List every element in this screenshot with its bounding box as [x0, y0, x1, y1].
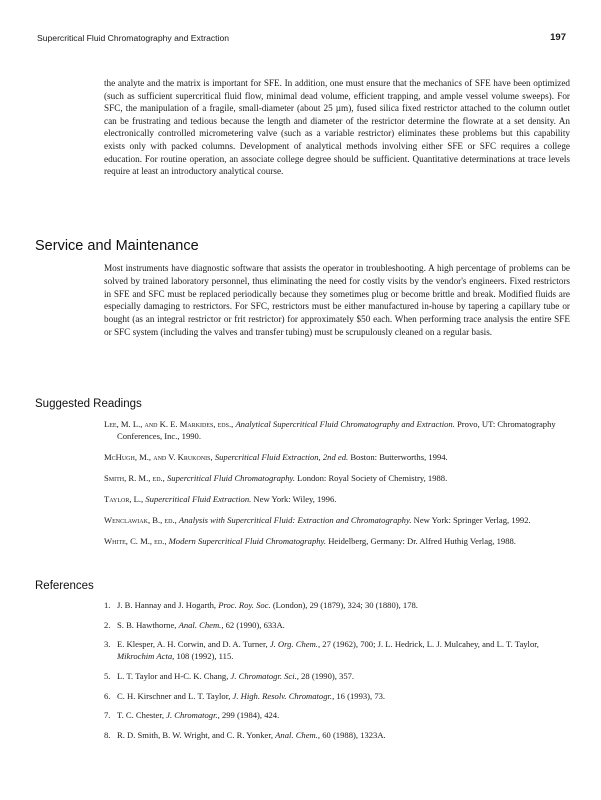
reading-publisher: New York: Wiley, 1996.: [253, 494, 337, 504]
references-list: [104, 599, 570, 749]
reference-authors: T. C. Chester,: [117, 710, 164, 721]
reference-journal: Proc. Roy. Soc.: [218, 600, 271, 610]
reference-details: (London), 29 (1879), 324; 30 (1880), 178.: [272, 600, 418, 610]
reading-publisher: London: Royal Society of Chemistry, 1988.: [297, 473, 448, 483]
reading-title: Supercritical Fluid Extraction, 2nd ed.: [214, 452, 349, 462]
reference-details-2: 108 (1992), 115.: [176, 651, 234, 662]
reading-publisher: Provo, UT: Chromatography Conferences, Inc., 1990.: [117, 419, 556, 441]
reference-number: 3.: [104, 639, 111, 650]
reference-item: [104, 638, 570, 662]
reference-journal-2: Mikrochim Acta,: [117, 651, 175, 662]
reference-authors: L. T. Taylor and H-C. K. Chang,: [117, 671, 229, 682]
reference-number: 7.: [104, 710, 111, 721]
reading-title: Modern Supercritical Fluid Chromatography.: [168, 536, 327, 546]
section-heading-references: References: [35, 580, 94, 592]
reference-authors: E. Klesper, A. H. Corwin, and D. A. Turner,: [117, 639, 268, 650]
reference-number: 2.: [104, 619, 111, 630]
reading-publisher: Boston: Butterworths, 1994.: [350, 452, 448, 462]
reference-journal: J. Org. Chem.,: [269, 639, 321, 650]
page-number: 197: [550, 32, 566, 43]
reading-author: McHugh, M., and V. Krukonis,: [104, 452, 213, 462]
reading-item: [104, 514, 570, 526]
reading-author: Smith, R. M., ed.,: [104, 473, 165, 483]
reference-authors: C. H. Kirschner and L. T. Taylor,: [117, 690, 231, 701]
reading-item: [104, 472, 570, 484]
running-title: Supercritical Fluid Chromatography and Extraction: [37, 33, 230, 43]
reading-author: White, C. M., ed.,: [104, 536, 167, 546]
reference-details: 27 (1962), 700; J. L. Hedrick, L. J. Mulcahey, and L. T. Taylor,: [322, 639, 539, 650]
reference-item: [104, 619, 570, 631]
reference-authors: J. B. Hannay and J. Hogarth,: [117, 600, 217, 610]
reading-publisher: Heidelberg, Germany: Dr. Alfred Huthig Verlag, 1988.: [328, 536, 516, 546]
reference-details: 62 (1990), 633A.: [225, 619, 285, 630]
reading-publisher: New York: Springer Verlag, 1992.: [413, 515, 531, 525]
reference-number: 1.: [104, 600, 111, 610]
reference-item: [104, 729, 570, 741]
reading-title: Supercritical Fluid Extraction.: [145, 494, 252, 504]
reference-number: 5.: [104, 671, 111, 682]
reference-details: 28 (1990), 357.: [301, 671, 355, 682]
reading-title: Analytical Supercritical Fluid Chromatography and Extraction.: [235, 419, 455, 429]
reading-author: Taylor, L.,: [104, 494, 144, 504]
reading-title: Analysis with Supercritical Fluid: Extraction and Chromatography.: [178, 515, 412, 525]
reading-item: [104, 493, 570, 505]
intro-paragraph: the analyte and the matrix is important for SFE. In addition, one must ensure that the mechanics of SFE have been optimized (such as sufficient supercritical fluid flow, minimal dead volume, efficient trapping, and ample vessel volume sweeps). For SFC, the manipulation of a fragile, small-diameter (about 25 µm), fused silica fixed restrictor attached to the column outlet can be frustrating and tedious because the length and diameter of the restrictor determine the flowrate at a set density. An electronically controlled micrometering valve (such as a variable restrictor) eliminates these problems but this capability exists only with packed columns. Development of analytical methods involving either SFE or SFC requires a college education. For routine operation, an associate college degree should be sufficient. Quantitative determinations at trace levels require at least an introductory analytical course.: [104, 78, 570, 177]
reference-journal: Anal. Chem.,: [275, 730, 321, 741]
section-heading-service: Service and Maintenance: [35, 238, 199, 254]
reference-item: [104, 599, 570, 611]
reading-item: [104, 451, 570, 463]
reference-journal: J. Chromatogr. Sci.,: [230, 671, 299, 682]
reference-number: 6.: [104, 690, 111, 701]
reference-details: 60 (1988), 1323A.: [322, 730, 386, 741]
reading-author: Lee, M. L., and K. E. Markides, eds.,: [104, 419, 234, 429]
reference-journal: Anal. Chem.,: [178, 619, 224, 630]
reading-author: Wenclawiak, B., ed.,: [104, 515, 177, 525]
reading-item: [104, 418, 570, 442]
readings-list: [104, 418, 570, 556]
reference-item: [104, 690, 570, 702]
reference-journal: J. Chromatogr.,: [166, 710, 220, 721]
section-heading-readings: Suggested Readings: [35, 398, 142, 410]
reference-details: 299 (1984), 424.: [221, 710, 280, 721]
reference-item: [104, 670, 570, 682]
reading-title: Supercritical Fluid Chromatography.: [166, 473, 296, 483]
reference-authors: R. D. Smith, B. W. Wright, and C. R. Yonker,: [117, 730, 274, 741]
reference-journal: J. High. Resolv. Chromatogr.,: [232, 690, 335, 701]
reading-item: [104, 535, 570, 547]
reference-details: 16 (1993), 73.: [336, 690, 386, 701]
reference-number: 8.: [104, 730, 111, 741]
reference-authors: S. B. Hawthorne,: [117, 619, 177, 630]
service-paragraph: Most instruments have diagnostic software that assists the operator in troubleshooting. A high percentage of problems can be solved by trained laboratory personnel, thus eliminating the need for costly visits by the vendor's engineers. Fixed restrictors in SFE and SFC must be replaced periodically because they sometimes plug or become brittle and break. Modified fluids are especially damaging to restrictors. For SFC, restrictors must be either manufactured in-house by tapering a capillary tube or bought (as an integral restrictor or frit restrictor) for approximately $50 each. When performing trace analysis the entire SFE or SFC system (including the valves and transfer tubing) must be scrupulously cleaned on a regular basis.: [104, 263, 570, 337]
reference-item: [104, 709, 570, 721]
